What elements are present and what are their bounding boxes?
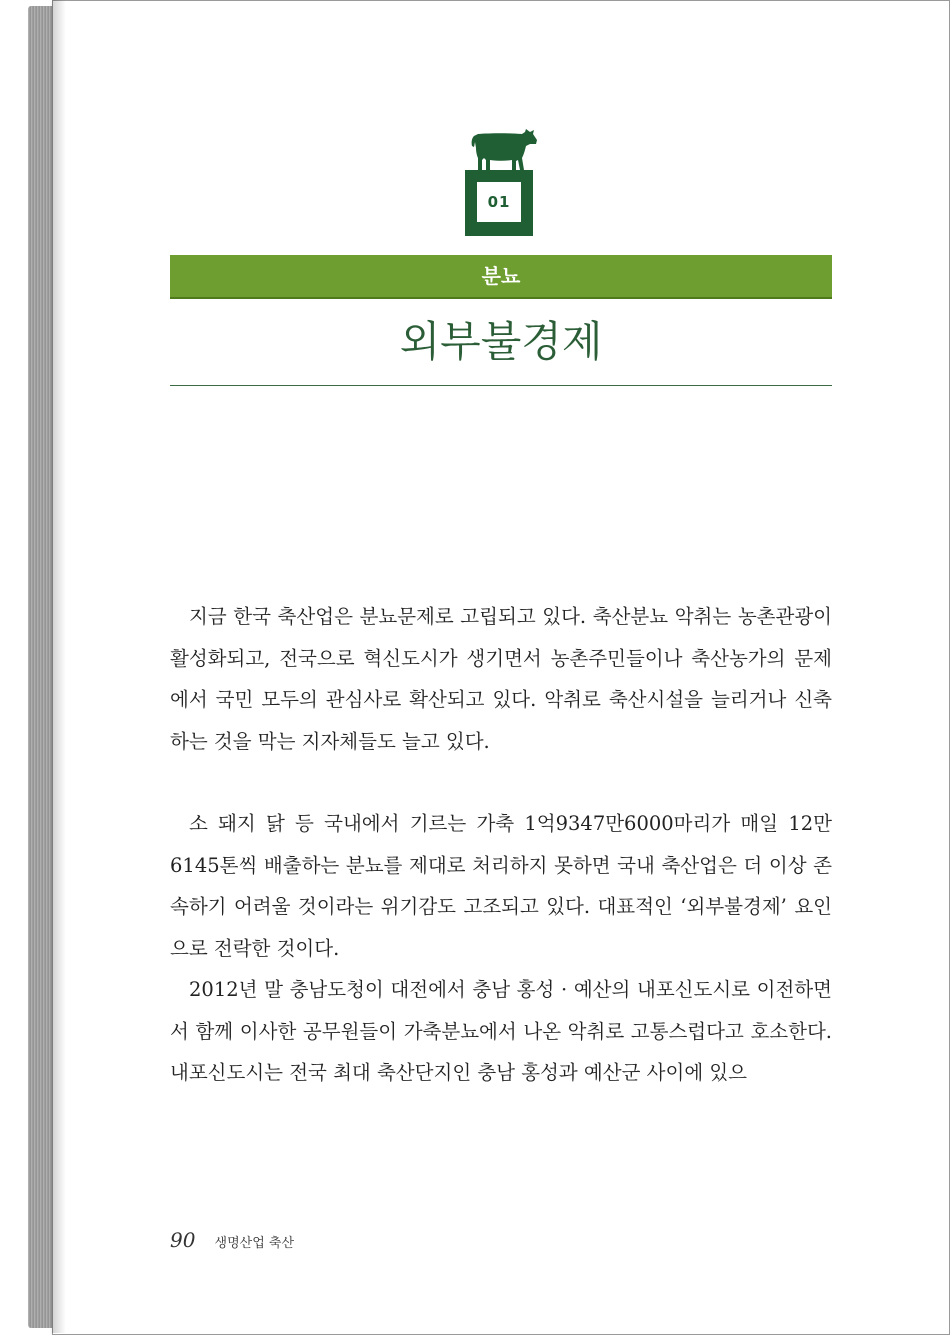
chapter-number-box xyxy=(465,170,533,236)
section-bar xyxy=(170,255,832,299)
paragraph-2: 소 돼지 닭 등 국내에서 기르는 가축 1억9347만6000마리가 매일 12만6145톤씩 배출하는 분뇨를 제대로 처리하지 못하면 국내 축산업은 더 이상 존속하기 어려울 것이라는 위기감도 고조되고 있다. 대표적인 ‘외부불경제’ 요인으로 전락한 것이다. xyxy=(170,812,832,960)
page-number: 90 xyxy=(170,1228,196,1252)
book-page-edges xyxy=(28,6,54,1328)
page-gutter-shadow xyxy=(52,0,66,1333)
chapter-number: 01 xyxy=(477,182,521,222)
page-footer xyxy=(170,1228,294,1256)
chapter-title: 외부불경제 xyxy=(399,317,603,366)
paragraph-3: 2012년 말 충남도청이 대전에서 충남 홍성 · 예산의 내포신도시로 이전하면서 함께 이사한 공무원들이 가축분뇨에서 나온 악취로 고통스럽다고 호소한다. 내포신도시는 전국 최대 축산단지인 충남 홍성과 예산군 사이에 있으 xyxy=(170,978,832,1084)
paragraph-1: 지금 한국 축산업은 분뇨문제로 고립되고 있다. 축산분뇨 악취는 농촌관광이 활성화되고, 전국으로 혁신도시가 생기면서 농촌주민들이나 축산농가의 문제에서 국민 모두의 관심사로 확산되고 있다. 악취로 축산시설을 늘리거나 신축하는 것을 막는 지자체들도 늘고 있다. xyxy=(170,605,832,753)
body-text xyxy=(170,596,832,1094)
cow-icon xyxy=(470,120,538,172)
title-divider xyxy=(170,385,832,386)
section-label: 분뇨 xyxy=(481,264,521,288)
book-title: 생명산업 축산 xyxy=(214,1236,295,1251)
